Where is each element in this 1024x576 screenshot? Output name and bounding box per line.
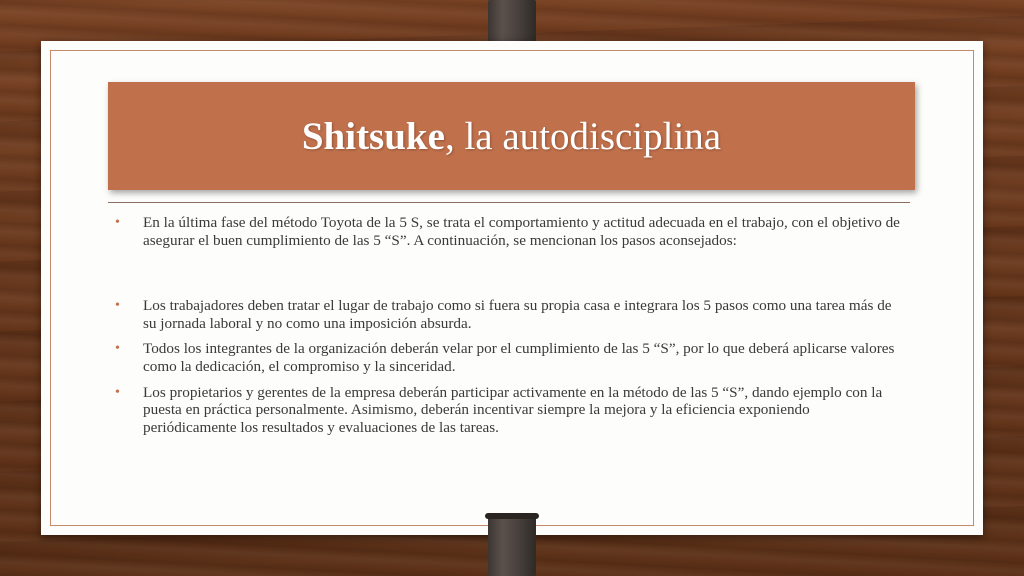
bullet-item — [115, 340, 900, 375]
title-band — [108, 82, 915, 190]
bullet-text: Todos los integrantes de la organización deberán velar por el cumplimiento de las 5 “S”, por lo que deberá aplicarse valores como la dedicación, el compromiso y la sinceridad. — [143, 340, 895, 375]
slide-title-bold: Shitsuke — [301, 114, 445, 158]
bullet-dot-icon: • — [115, 341, 120, 357]
bullet-text: En la última fase del método Toyota de la 5 S, se trata el comportamiento y actitud adecuada en el trabajo, con el objetivo de asegurar el buen cumplimiento de las 5 “S”. A continuación, se mencionan los pasos aconsejados: — [143, 214, 900, 249]
bullet-dot-icon: • — [115, 215, 120, 230]
bullet-text: Los propietarios y gerentes de la empresa deberán participar activamente en la método de las 5 “S”, dando ejemplo con la puesta en práctica personalmente. Asimismo, deberán incentivar siempre la mejora y la eficiencia exponiendo periódicamente los resultados y evaluaciones de las tareas. — [143, 383, 883, 436]
slide-title — [302, 114, 721, 159]
binder-clip-bottom-icon — [488, 515, 536, 576]
bullet-item — [115, 297, 900, 332]
bullet-item — [115, 384, 900, 437]
bullet-item — [115, 214, 900, 249]
slide-title-rest: , la autodisciplina — [444, 114, 722, 158]
slide-body — [115, 214, 900, 436]
title-divider — [108, 202, 910, 203]
bullet-text: Los trabajadores deben tratar el lugar de trabajo como si fuera su propia casa e integrara los 5 pasos como una tarea más de su jornada laboral y no como una imposición absurda. — [143, 297, 892, 332]
bullet-dot-icon: • — [115, 298, 120, 314]
bullet-dot-icon: • — [115, 384, 120, 400]
